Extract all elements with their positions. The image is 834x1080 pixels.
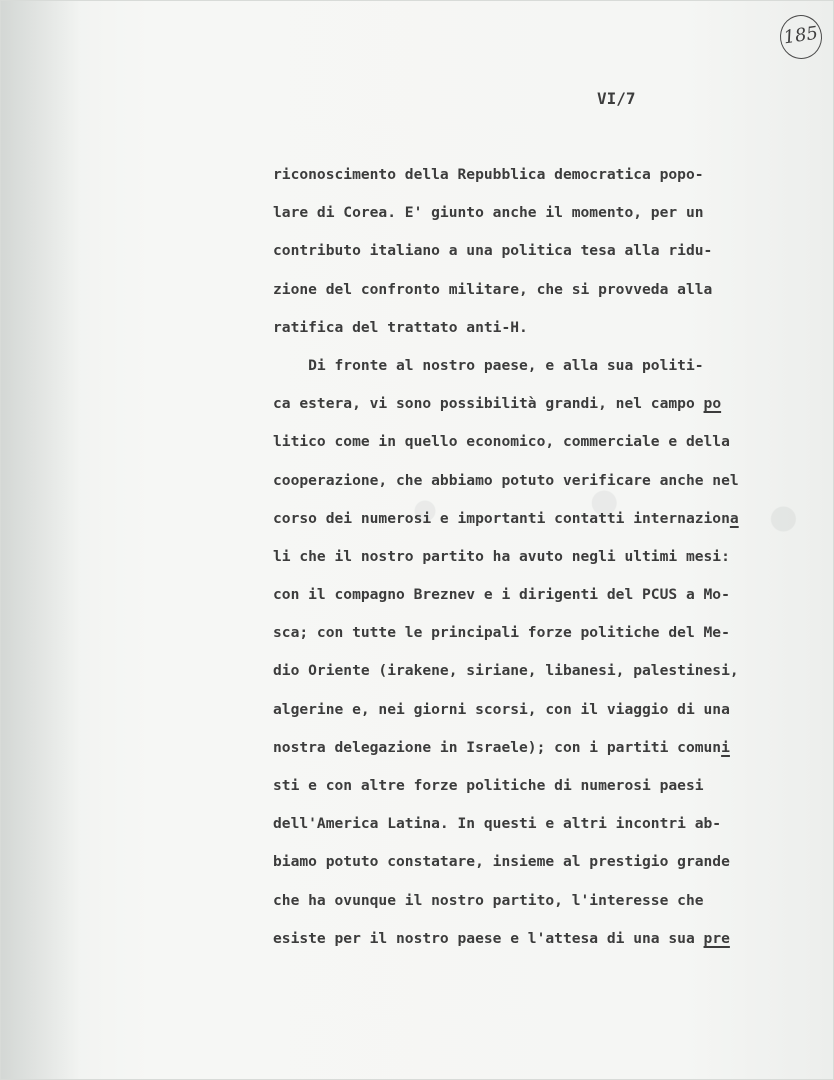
text-line-1 — [273, 156, 803, 194]
text-line-5 — [273, 309, 803, 347]
text-line-11-main: li che il nostro partito ha avuto negli ultimi mesi: — [273, 547, 730, 565]
text-line-1-main: riconoscimento della Repubblica democratica popo- — [273, 166, 704, 183]
page-code: VI/7 — [597, 89, 636, 108]
text-line-16 — [273, 729, 803, 767]
text-line-14-main: dio Oriente (irakene, siriane, libanesi, palestinesi, — [273, 662, 739, 680]
text-line-9-main: cooperazione, che abbiamo potuto verificare anche nel — [273, 471, 739, 489]
text-line-20 — [273, 882, 803, 920]
text-line-8-main: litico come in quello economico, commerciale e della — [273, 433, 730, 451]
text-line-10-main: corso dei numerosi e importanti contatti internazion — [273, 509, 730, 527]
text-line-15 — [273, 691, 803, 729]
text-line-6 — [273, 347, 803, 385]
text-line-15-main: algerine e, nei giorni scorsi, con il viaggio di una — [273, 700, 730, 718]
text-line-21-underlined: pre — [703, 929, 730, 947]
text-line-16-underlined: i — [721, 738, 730, 756]
text-line-18 — [273, 805, 803, 843]
text-line-4-main: zione del confronto militare, che si provveda alla — [273, 280, 713, 298]
archive-page-number-circle — [777, 12, 825, 61]
text-line-10-underlined: a — [729, 509, 739, 527]
text-line-7 — [273, 385, 803, 423]
text-line-2 — [273, 194, 803, 232]
text-line-7-underlined: po — [703, 395, 722, 413]
text-line-9 — [273, 462, 803, 500]
text-line-7-main: ca estera, vi sono possibilità grandi, nel campo — [273, 395, 704, 413]
paper-shadow — [1, 1, 81, 1080]
text-line-11 — [273, 538, 803, 576]
text-line-8 — [273, 423, 803, 461]
text-line-4 — [273, 271, 803, 309]
text-line-5-main: ratifica del trattato anti-H. — [273, 318, 528, 336]
text-line-16-main: nostra delegazione in Israele); con i partiti comun — [273, 738, 722, 756]
text-line-13-main: sca; con tutte le principali forze politiche del Me- — [273, 624, 730, 642]
text-line-6-main: Di fronte al nostro paese, e alla sua politi- — [273, 356, 704, 374]
text-line-18-main: dell'America Latina. In questi e altri incontri ab- — [273, 815, 722, 833]
text-line-21 — [273, 920, 803, 958]
text-line-12-main: con il compagno Breznev e i dirigenti del PCUS a Mo- — [273, 586, 730, 604]
text-line-21-main: esiste per il nostro paese e l'attesa di una sua — [273, 929, 704, 947]
text-line-3 — [273, 232, 803, 270]
typed-body-text — [273, 156, 803, 958]
text-line-19 — [273, 843, 803, 881]
text-line-3-main: contributo italiano a una politica tesa alla ridu- — [273, 242, 713, 260]
text-line-20-main: che ha ovunque il nostro partito, l'interesse che — [273, 891, 704, 909]
text-line-17 — [273, 767, 803, 805]
archive-page-number: 185 — [782, 22, 820, 49]
text-line-12 — [273, 576, 803, 614]
text-line-10 — [273, 500, 803, 538]
text-line-19-main: biamo potuto constatare, insieme al prestigio grande — [273, 853, 730, 871]
text-line-14 — [273, 652, 803, 690]
text-line-13 — [273, 614, 803, 652]
text-line-17-main: sti e con altre forze politiche di numerosi paesi — [273, 777, 704, 794]
text-line-2-main: lare di Corea. E' giunto anche il momento, per un — [273, 204, 704, 222]
